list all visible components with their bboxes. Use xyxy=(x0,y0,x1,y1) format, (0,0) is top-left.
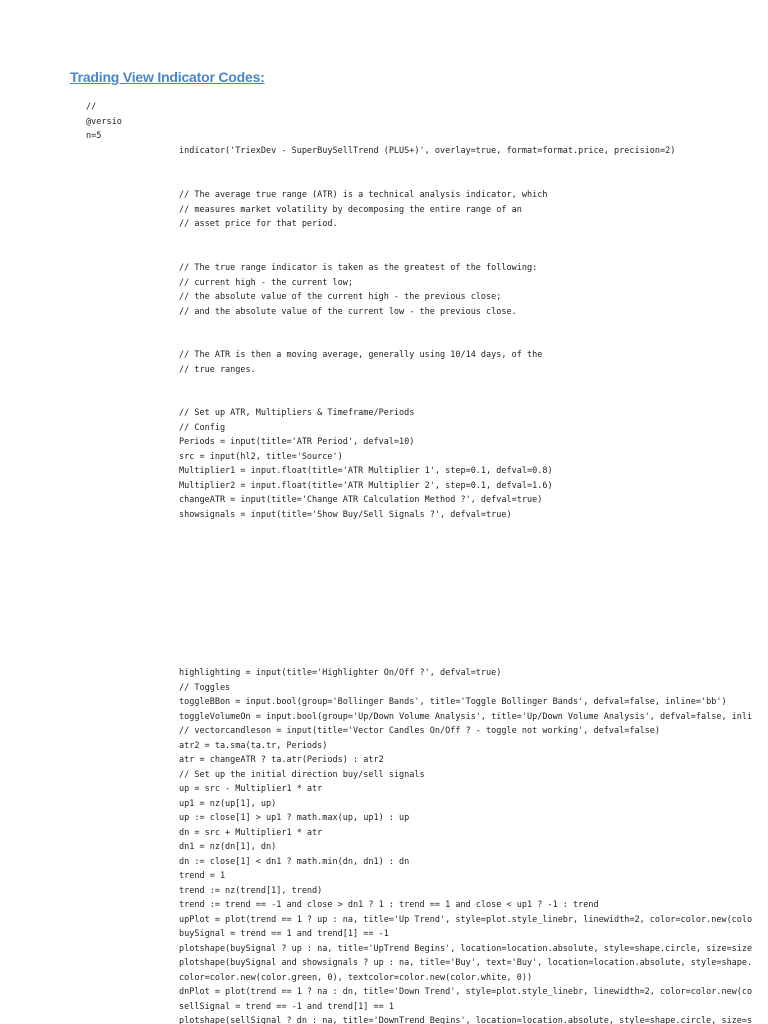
document-heading-link[interactable]: Trading View Indicator Codes: xyxy=(70,69,265,85)
code-line: plotshape(sellSignal ? dn : na, title='DownTrend Begins', location=location.absolute, style=shape.circle, size=s xyxy=(179,1016,753,1024)
code-line: buySignal = trend == 1 and trend[1] == -1 xyxy=(179,929,389,939)
moving-average-description-block xyxy=(179,348,542,377)
code-line: up = src - Multiplier1 * atr xyxy=(179,784,323,794)
code-line: color=color.new(color.green, 0), textcolor=color.new(color.white, 0)) xyxy=(179,972,533,983)
code-line: atr2 = ta.sma(ta.tr, Periods) xyxy=(179,740,328,751)
code-line: trend := nz(trend[1], trend) xyxy=(179,885,323,896)
code-line: toggleVolumeOn = input.bool(group='Up/Down Volume Analysis', title='Up/Down Volume Analysis', defval=false, inli xyxy=(179,711,753,722)
config-inputs-block xyxy=(179,406,553,522)
code-line: @versio xyxy=(86,116,122,127)
code-line: // Toggles xyxy=(179,682,231,693)
code-line: // the absolute value of the current high - the previous close; xyxy=(179,292,502,302)
code-line: // current high - the current low; xyxy=(179,277,353,288)
code-line: dn := close[1] < dn1 ? math.min(dn, dn1) : dn xyxy=(179,856,410,867)
code-line: dnPlot = plot(trend == 1 ? na : dn, title='Down Trend', style=plot.style_linebr, linewidth=2, color=color.new(co xyxy=(179,987,753,997)
code-line: n=5 xyxy=(86,131,102,141)
version-comment-block xyxy=(86,100,122,144)
code-line: dn1 = nz(dn[1], dn) xyxy=(179,842,277,852)
code-line: toggleBBon = input.bool(group='Bollinger Bands', title='Toggle Bollinger Bands', defval=false, inline='bb') xyxy=(179,697,727,707)
code-line: indicator('TriexDev - SuperBuySellTrend (PLUS+)', overlay=true, format=format.price, precision=2) xyxy=(179,146,676,156)
code-line: upPlot = plot(trend == 1 ? up : na, title='Up Trend', style=plot.style_linebr, linewidth=2, color=color.new(colo xyxy=(179,914,753,925)
code-line: // The average true range (ATR) is a technical analysis indicator, which xyxy=(179,190,548,200)
atr-description-block xyxy=(179,188,547,232)
code-line: Multiplier2 = input.float(title='ATR Multiplier 2', step=0.1, defval=1.6) xyxy=(179,480,553,491)
code-line: dn = src + Multiplier1 * atr xyxy=(179,827,323,838)
code-line: // Set up ATR, Multipliers & Timeframe/Periods xyxy=(179,408,415,418)
code-line: // vectorcandleson = input(title='Vector Candles On/Off ? - toggle not working', defval=false) xyxy=(179,726,661,736)
code-line: trend := trend == -1 and close > dn1 ? 1 : trend == 1 and close < up1 ? -1 : trend xyxy=(179,900,599,910)
code-line: src = input(hl2, title='Source') xyxy=(179,451,343,462)
indicator-declaration-block xyxy=(179,144,675,159)
code-line: // Config xyxy=(179,422,226,433)
code-line: // and the absolute value of the current low - the previous close. xyxy=(179,306,517,317)
main-logic-block xyxy=(179,666,752,1024)
code-line: // The ATR is then a moving average, generally using 10/14 days, of the xyxy=(179,350,543,360)
code-line: showsignals = input(title='Show Buy/Sell Signals ?', defval=true) xyxy=(179,509,512,520)
code-line: sellSignal = trend == -1 and trend[1] == 1 xyxy=(179,1001,394,1012)
code-line: highlighting = input(title='Highlighter On/Off ?', defval=true) xyxy=(179,668,502,678)
code-line: // The true range indicator is taken as the greatest of the following: xyxy=(179,263,538,273)
code-line: plotshape(buySignal and showsignals ? up : na, title='Buy', text='Buy', location=location.absolute, style=shape. xyxy=(179,958,753,968)
code-line: up1 = nz(up[1], up) xyxy=(179,798,277,809)
code-line: // asset price for that period. xyxy=(179,219,338,229)
code-line: // measures market volatility by decomposing the entire range of an xyxy=(179,204,522,215)
code-line: // Set up the initial direction buy/sell signals xyxy=(179,769,425,780)
code-line: Periods = input(title='ATR Period', defval=10) xyxy=(179,437,415,447)
code-line: Multiplier1 = input.float(title='ATR Multiplier 1', step=0.1, defval=0.8) xyxy=(179,466,553,476)
code-line: // xyxy=(86,102,97,112)
code-line: atr = changeATR ? ta.atr(Periods) : atr2 xyxy=(179,755,384,765)
code-line: up := close[1] > up1 ? math.max(up, up1) : up xyxy=(179,813,410,823)
code-line: plotshape(buySignal ? up : na, title='UpTrend Begins', location=location.absolute, style=shape.circle, size=size xyxy=(179,943,753,954)
code-line: trend = 1 xyxy=(179,871,226,881)
code-line: // true ranges. xyxy=(179,364,256,375)
code-line: changeATR = input(title='Change ATR Calculation Method ?', defval=true) xyxy=(179,495,543,505)
true-range-description-block xyxy=(179,261,537,319)
